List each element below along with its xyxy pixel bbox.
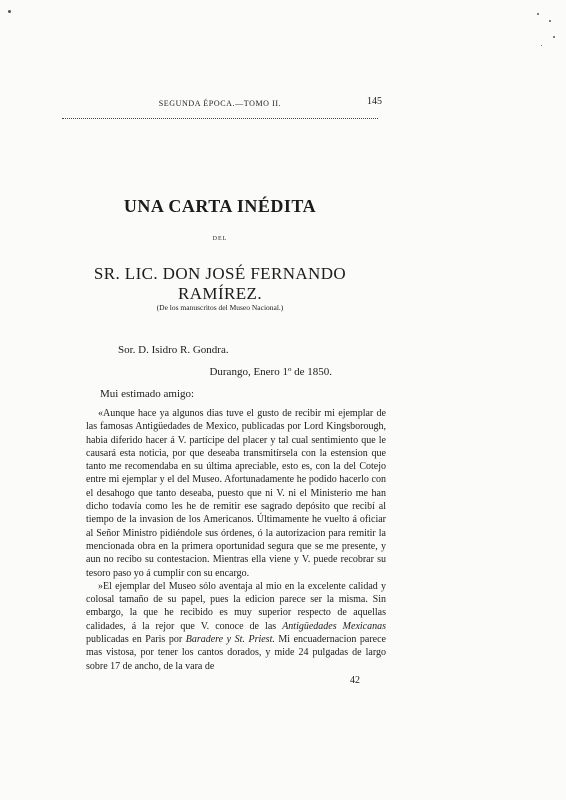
article-title: UNA CARTA INÉDITA bbox=[123, 196, 317, 216]
running-head: SEGUNDA ÉPOCA.—TOMO II. bbox=[158, 99, 282, 108]
letter-dateline: Durango, Enero 1º de 1850. bbox=[209, 366, 332, 378]
scan-speck bbox=[537, 13, 539, 15]
scan-speck bbox=[8, 10, 11, 13]
source-note: (De los manuscritos del Museo Nacional.) bbox=[156, 303, 284, 312]
scan-speck bbox=[549, 20, 551, 22]
letter-body bbox=[86, 407, 386, 673]
scan-speck bbox=[553, 36, 555, 38]
title-connector: DEL bbox=[212, 236, 228, 242]
italic-title: Antigüedades Mexicanas bbox=[282, 620, 386, 632]
italic-names: Baradere y St. Priest. bbox=[185, 634, 275, 646]
text-run: »El ejemplar del Museo sólo aventaja al mio en la excelente calidad y colosal tamaño de su papel, pues la edicion parece ser la misma. Sin embargo, la que he recibido es muy superior respecto de aquellas calidades, á la rejor que V. conoce de las bbox=[86, 580, 386, 632]
paragraph bbox=[86, 580, 386, 673]
text-run: publicadas en Paris por bbox=[86, 634, 186, 646]
paragraph: «Aunque hace ya algunos dias tuve el gusto de recibir mi ejemplar de las famosas Antigüedades de Mexico, publicadas por Lord Kingsborough, habia diferido hacer á V. partícipe del placer y tal cual sentimiento que le causará esta noticia, por que deseaba transmitírsela con la estension que tanto me recomendaba en su última apreciable, esto es, con la del Cotejo entre mi ejemplar y el del Museo. Afortunadamente he podido hacerlo con el desahogo que tanto deseaba, puesto que ni V. ni el Ministerio me han dicho todavía como les he de remitir ese sagrado depósito que recibí al tiempo de la invasion de los Americanos. Últimamente he vuelto á oficiar al Señor Ministro pidiéndole sus órdenes, ó la autorizacion para remitir la mencionada obra en la primera oportunidad segura que se me presente, y aun no recibo su contestacion. Mientras ella viene y V. puede recobrar su tesoro paso yo á cumplir con su encargo. bbox=[86, 408, 386, 579]
letter-salutation: Mui estimado amigo: bbox=[100, 388, 195, 400]
header-rule bbox=[62, 118, 378, 119]
signature-mark: 42 bbox=[350, 675, 360, 686]
author-name: SR. LIC. DON JOSÉ FERNANDO RAMÍREZ. bbox=[93, 264, 347, 303]
page-number: 145 bbox=[367, 96, 382, 107]
scan-speck bbox=[541, 45, 542, 46]
text-run: Mi encuadernacion parece mas vistosa, por tener los cantos dorados, y mide 24 pulgadas de largo sobre 17 de ancho, de la vara de bbox=[86, 634, 386, 672]
letter-recipient: Sor. D. Isidro R. Gondra. bbox=[118, 344, 229, 356]
